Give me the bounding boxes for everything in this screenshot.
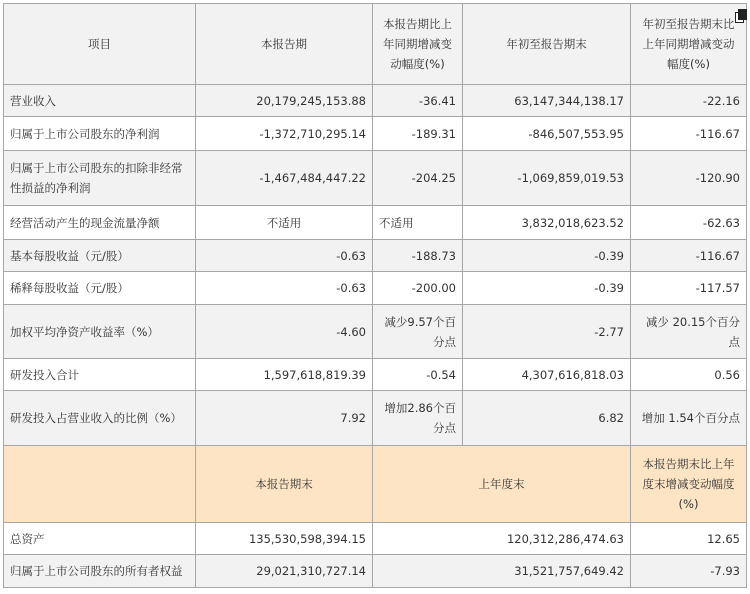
ytd-value: -0.39	[463, 272, 631, 305]
ytd-value: -0.39	[463, 240, 631, 272]
table-row	[4, 151, 747, 206]
row-label: 研发投入占营业收入的比例（%）	[4, 391, 196, 446]
period-yoy-value: 增加2.86个百分点	[373, 391, 463, 446]
period-yoy-value: -188.73	[373, 240, 463, 272]
period-value: -0.63	[196, 272, 373, 305]
ytd-value: 6.82	[463, 391, 631, 446]
period-end-value: 29,021,310,727.14	[196, 555, 373, 588]
ytd-yoy-value: -120.90	[631, 151, 747, 206]
row-label: 营业收入	[4, 85, 196, 117]
balance-header-row	[4, 446, 747, 523]
period-value: 20,179,245,153.88	[196, 85, 373, 117]
row-label: 研发投入合计	[4, 359, 196, 391]
table-row	[4, 555, 747, 588]
row-label: 归属于上市公司股东的净利润	[4, 117, 196, 151]
header-period-yoy: 本报告期比上年同期增减变动幅度(%)	[373, 4, 463, 85]
change-value: 12.65	[631, 523, 747, 555]
prior-year-end-value: 120,312,286,474.63	[373, 523, 631, 555]
table-row	[4, 272, 747, 305]
header2-blank	[4, 446, 196, 523]
header-item: 项目	[4, 4, 196, 85]
ytd-yoy-value: 0.56	[631, 359, 747, 391]
ytd-yoy-value: -22.16	[631, 85, 747, 117]
table-row	[4, 206, 747, 240]
ytd-yoy-value: -116.67	[631, 240, 747, 272]
ytd-yoy-value: 增加 1.54个百分点	[631, 391, 747, 446]
row-label: 归属于上市公司股东的所有者权益	[4, 555, 196, 588]
header-prior-year-end: 上年度末	[373, 446, 631, 523]
period-end-value: 135,530,598,394.15	[196, 523, 373, 555]
row-label: 总资产	[4, 523, 196, 555]
table-row	[4, 391, 747, 446]
period-yoy-value: -200.00	[373, 272, 463, 305]
header-row	[4, 4, 747, 85]
table-row	[4, 117, 747, 151]
table-row	[4, 85, 747, 117]
ytd-yoy-value: -62.63	[631, 206, 747, 240]
table-row	[4, 305, 747, 359]
row-label: 稀释每股收益（元/股）	[4, 272, 196, 305]
ytd-value: -2.77	[463, 305, 631, 359]
table-row	[4, 359, 747, 391]
copy-icon[interactable]	[735, 9, 748, 23]
row-label: 归属于上市公司股东的扣除非经常性损益的净利润	[4, 151, 196, 206]
change-value: -7.93	[631, 555, 747, 588]
header-ytd: 年初至报告期末	[463, 4, 631, 85]
period-yoy-value: 不适用	[373, 206, 463, 240]
period-value: -4.60	[196, 305, 373, 359]
period-value: 7.92	[196, 391, 373, 446]
ytd-yoy-value: 减少 20.15个百分点	[631, 305, 747, 359]
row-label: 基本每股收益（元/股）	[4, 240, 196, 272]
period-yoy-value: 减少9.57个百分点	[373, 305, 463, 359]
ytd-value: -1,069,859,019.53	[463, 151, 631, 206]
period-value: -1,372,710,295.14	[196, 117, 373, 151]
ytd-value: -846,507,553.95	[463, 117, 631, 151]
prior-year-end-value: 31,521,757,649.42	[373, 555, 631, 588]
ytd-value: 63,147,344,138.17	[463, 85, 631, 117]
period-value: 不适用	[196, 206, 373, 240]
header-ytd-yoy: 年初至报告期末比上年同期增减变动幅度(%)	[631, 4, 747, 85]
ytd-value: 3,832,018,623.52	[463, 206, 631, 240]
header-period: 本报告期	[196, 4, 373, 85]
header-change: 本报告期末比上年度末增减变动幅度(%)	[631, 446, 747, 523]
row-label: 经营活动产生的现金流量净额	[4, 206, 196, 240]
period-yoy-value: -204.25	[373, 151, 463, 206]
ytd-value: 4,307,616,818.03	[463, 359, 631, 391]
period-value: 1,597,618,819.39	[196, 359, 373, 391]
period-value: -0.63	[196, 240, 373, 272]
table-row	[4, 523, 747, 555]
header-period-end: 本报告期末	[196, 446, 373, 523]
financial-data-table	[3, 3, 747, 588]
period-yoy-value: -36.41	[373, 85, 463, 117]
row-label: 加权平均净资产收益率（%）	[4, 305, 196, 359]
ytd-yoy-value: -116.67	[631, 117, 747, 151]
period-value: -1,467,484,447.22	[196, 151, 373, 206]
ytd-yoy-value: -117.57	[631, 272, 747, 305]
period-yoy-value: -0.54	[373, 359, 463, 391]
period-yoy-value: -189.31	[373, 117, 463, 151]
table-row	[4, 240, 747, 272]
